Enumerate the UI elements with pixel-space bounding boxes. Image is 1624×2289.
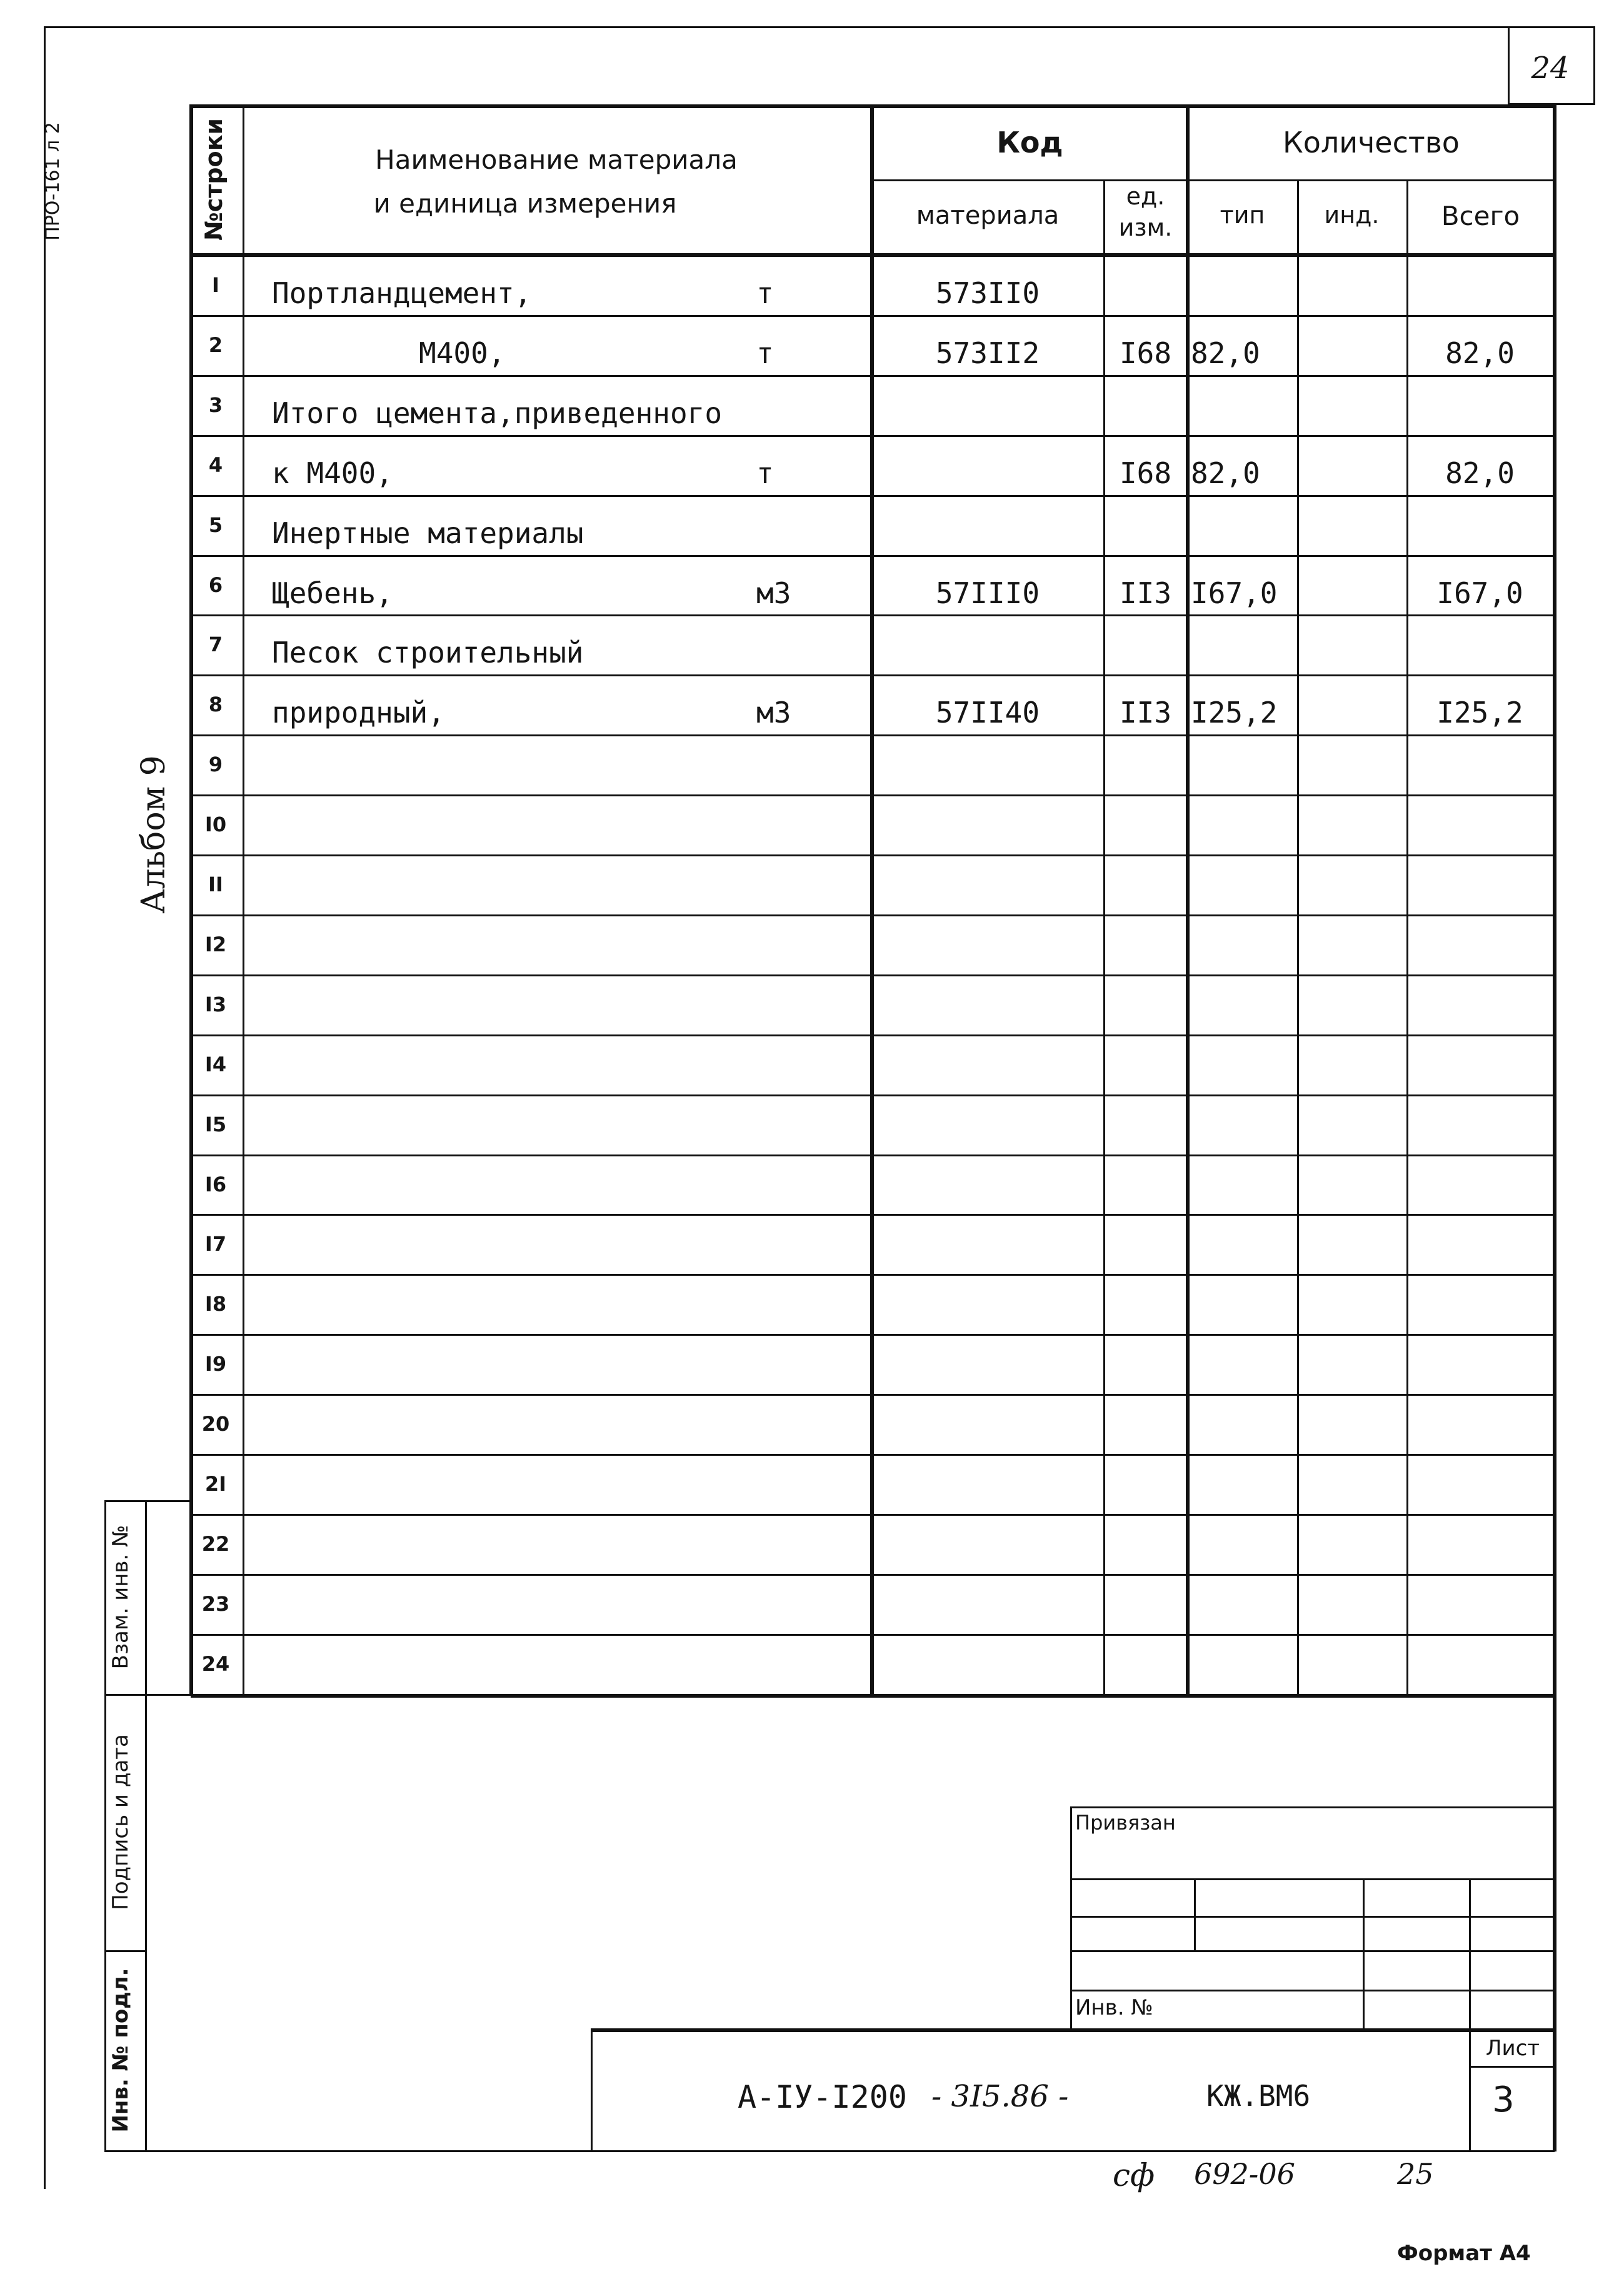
cell-name: М400, <box>419 336 506 370</box>
cell-code: 57II40 <box>935 696 1040 729</box>
list-divider <box>1469 2066 1555 2068</box>
cell-name: к М400, <box>272 456 393 490</box>
row-number: I <box>212 273 219 297</box>
privyazan-col-2 <box>1363 1878 1365 2031</box>
row-divider <box>191 495 1555 497</box>
cell-code: 57III0 <box>935 576 1040 610</box>
row-divider <box>191 1334 1555 1336</box>
format-label: Формат А4 <box>1397 2241 1531 2266</box>
stamp-vzam-inv: Взам. инв. № <box>108 1525 133 1670</box>
stamp-inv-no-podl: Инв. № подл. <box>108 1968 133 2133</box>
table-right-border <box>1553 104 1556 2151</box>
row-divider <box>191 734 1555 736</box>
stamp-right-line <box>145 1500 147 2151</box>
cell-name: Щебень, <box>272 576 393 610</box>
cell-ed: I68 <box>1119 336 1172 370</box>
privyazan-col-1 <box>1194 1878 1196 1952</box>
row-number: 2 <box>208 333 223 357</box>
cell-name: Портландцемент, <box>272 276 532 310</box>
row-divider <box>191 914 1555 916</box>
row-number: I5 <box>204 1113 227 1136</box>
row-number: 3 <box>208 393 223 417</box>
header-quantity: Количество <box>1283 126 1460 159</box>
row-divider <box>191 1034 1555 1036</box>
row-number: 4 <box>208 453 223 477</box>
list-number: 3 <box>1492 2080 1515 2120</box>
outer-frame-top <box>44 26 1595 28</box>
handwritten-note-a: сф <box>1113 2157 1155 2193</box>
row-divider <box>191 854 1555 856</box>
header-unit-line1: ед. <box>1126 183 1165 210</box>
row-number: 8 <box>208 693 223 716</box>
stamp-top-line <box>104 1500 191 1502</box>
cell-name: природный, <box>272 696 445 729</box>
header-name-line2: и единица измерения <box>373 188 677 219</box>
row-number: I2 <box>204 933 227 956</box>
row-divider <box>191 1274 1555 1276</box>
stamp-left-line <box>104 1500 106 2151</box>
cell-total: 82,0 <box>1445 456 1515 490</box>
row-divider <box>191 1394 1555 1396</box>
designation-top <box>591 2028 1555 2032</box>
col-line-unit <box>1103 179 1105 1695</box>
page-number-box-left <box>1508 26 1510 104</box>
row-divider <box>191 1155 1555 1156</box>
row-divider <box>191 1094 1555 1096</box>
privyazan-grid-1 <box>1070 1878 1555 1880</box>
row-number: 20 <box>201 1412 230 1436</box>
cell-name: Песок строительный <box>272 636 584 669</box>
outer-frame-left <box>44 26 46 2189</box>
header-material: материала <box>916 201 1060 230</box>
cell-typ: 82,0 <box>1191 456 1260 490</box>
row-number: 9 <box>208 753 223 776</box>
cell-total: I67,0 <box>1436 576 1523 610</box>
cell-unit: т <box>756 276 774 310</box>
header-unit-line2: изм. <box>1118 214 1173 241</box>
header-name-line1: Наименование материала <box>375 144 738 175</box>
cell-unit: т <box>756 456 774 490</box>
row-divider <box>191 1634 1555 1636</box>
list-label: Лист <box>1485 2036 1540 2061</box>
row-number: 23 <box>201 1592 230 1616</box>
stamp-divider-1 <box>104 1694 191 1696</box>
header-code: Код <box>996 126 1063 159</box>
header-ind: инд. <box>1324 201 1380 229</box>
handwritten-note-b: 692-06 <box>1194 2157 1295 2191</box>
handwritten-note-c: 25 <box>1397 2157 1434 2191</box>
row-divider <box>191 674 1555 676</box>
row-divider <box>191 974 1555 976</box>
album-label: Альбом 9 <box>135 755 173 914</box>
cell-unit: т <box>756 336 774 370</box>
row-number: 24 <box>201 1652 230 1676</box>
row-number: I3 <box>204 993 227 1016</box>
row-divider <box>191 1574 1555 1576</box>
row-divider <box>191 375 1555 377</box>
row-divider <box>191 315 1555 317</box>
cell-total: I25,2 <box>1436 696 1523 729</box>
cell-total: 82,0 <box>1445 336 1515 370</box>
privyazan-grid-2 <box>1070 1916 1555 1918</box>
row-divider <box>191 614 1555 616</box>
row-number: 6 <box>208 573 223 597</box>
row-divider <box>191 435 1555 437</box>
designation-part-c: КЖ.ВМ6 <box>1206 2079 1311 2113</box>
row-number: I9 <box>204 1352 227 1376</box>
designation-left <box>591 2028 593 2151</box>
row-number: 7 <box>208 633 223 656</box>
cell-name: Итого цемента,приведенного <box>272 396 723 430</box>
designation-part-b: - 3I5.86 - <box>931 2079 1069 2114</box>
side-code: ПРО-161 л 2 <box>42 122 64 241</box>
privyazan-grid-3 <box>1070 1950 1555 1952</box>
cell-code: 573II2 <box>935 336 1040 370</box>
row-number: I4 <box>204 1053 227 1076</box>
cell-name: Инертные материалы <box>272 516 584 550</box>
page-number: 24 <box>1531 51 1570 86</box>
row-number: I8 <box>204 1292 227 1316</box>
header-total: Всего <box>1441 201 1520 231</box>
row-divider <box>191 1214 1555 1216</box>
row-number: I0 <box>204 813 227 836</box>
row-divider <box>191 1514 1555 1516</box>
col-line-ind <box>1297 179 1299 1695</box>
cell-typ: I25,2 <box>1191 696 1278 729</box>
cell-unit: м3 <box>756 576 791 610</box>
cell-code: 573II0 <box>935 276 1040 310</box>
row-number: 5 <box>208 513 223 537</box>
row-number: 2I <box>204 1472 227 1496</box>
row-number: I7 <box>204 1232 227 1256</box>
col-line-total <box>1406 179 1408 1695</box>
cell-typ: I67,0 <box>1191 576 1278 610</box>
privyazan-grid-4 <box>1070 1990 1555 1991</box>
table-bottom-border <box>191 1694 1555 1698</box>
row-divider <box>191 1454 1555 1456</box>
privyazan-label: Привязан <box>1075 1811 1176 1835</box>
header-typ: тип <box>1220 201 1265 229</box>
outer-frame-right <box>1593 26 1595 104</box>
cell-ed: I68 <box>1119 456 1172 490</box>
inv-no-label: Инв. № <box>1075 1995 1153 2020</box>
privyazan-top <box>1070 1806 1555 1808</box>
cell-ed: II3 <box>1119 576 1172 610</box>
header-row-no: №строки <box>200 118 228 241</box>
row-divider <box>191 794 1555 796</box>
col-line-rowno <box>243 104 244 1695</box>
privyazan-left <box>1070 1806 1072 2031</box>
row-number: II <box>208 873 223 896</box>
stamp-podpis-data: Подпись и дата <box>108 1734 133 1910</box>
cell-unit: м3 <box>756 696 791 729</box>
row-number: 22 <box>201 1532 230 1556</box>
row-divider <box>191 555 1555 557</box>
cell-typ: 82,0 <box>1191 336 1260 370</box>
designation-part-a: А-IУ-I200 <box>738 2079 907 2115</box>
stamp-divider-2 <box>104 1950 147 1952</box>
stamp-bottom-line <box>104 2150 1555 2152</box>
cell-ed: II3 <box>1119 696 1172 729</box>
header-sub-line <box>872 179 1555 181</box>
row-number: I6 <box>204 1173 227 1196</box>
privyazan-col-3 <box>1469 1878 1471 2150</box>
